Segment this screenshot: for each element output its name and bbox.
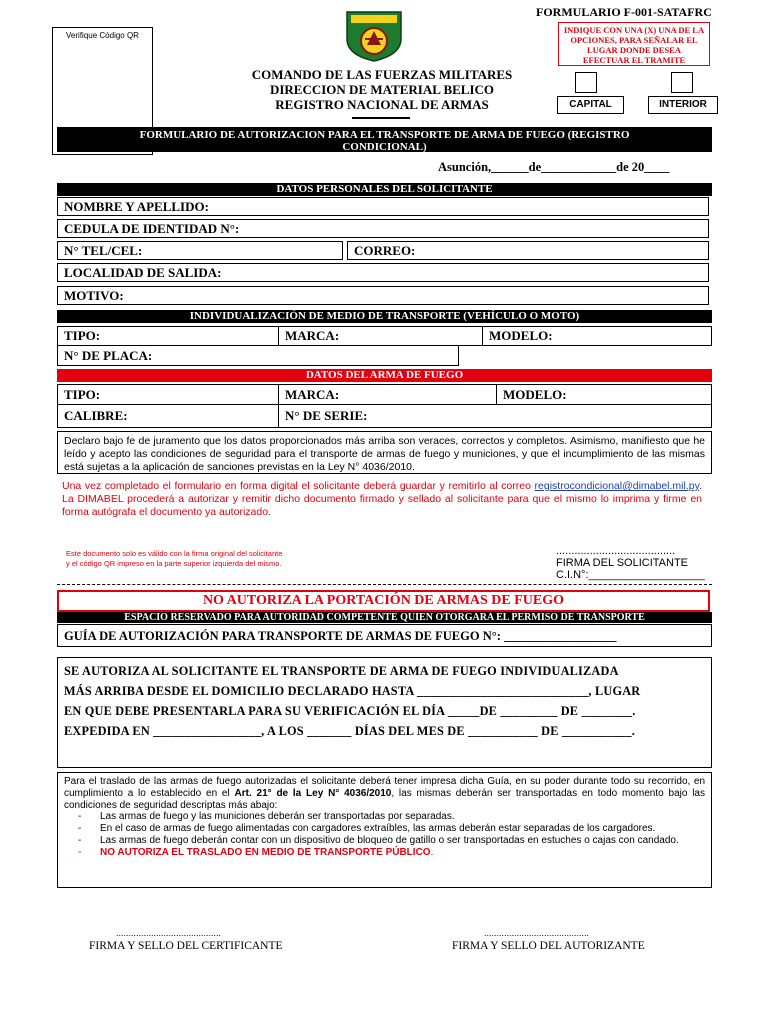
rule-item: - En el caso de armas de fuego alimentadas con cargadores extraíbles, las armas deberán estar separadas de los cargadores. [78, 823, 656, 835]
weapon-marca-field[interactable] [279, 384, 497, 405]
header-title [180, 67, 584, 112]
form-title-bar: FORMULARIO DE AUTORIZACION PARA EL TRANSPORTE DE ARMA DE FUEGO (REGISTRO CONDICIONAL) [57, 127, 712, 152]
motivo-label: MOTIVO: [64, 287, 124, 303]
instructions-part2: . La DIMABEL procederá a autorizar y remitir dicho documento firmado y sellado al solicitante para que el mismo lo imprima y firme en forma autógrafa el documento ya autorizado. [62, 480, 702, 518]
weapon-section-title: DATOS DEL ARMA DE FUEGO [57, 369, 712, 382]
calibre-label: CALIBRE: [64, 408, 128, 423]
instruction-box: INDIQUE CON UNA (X) UNA DE LA OPCIONES, PARA SEÑALAR EL LUGAR DONDE DESEA EFECTUAR EL TRAMITE [558, 22, 710, 66]
localidad-label: LOCALIDAD DE SALIDA: [64, 264, 222, 280]
cut-line [57, 584, 712, 585]
form-code: FORMULARIO F-001-SATAFRC [536, 5, 712, 19]
no-portacion-warning: NO AUTORIZA LA PORTACIÓN DE ARMAS DE FUEGO [57, 590, 710, 612]
law-reference: Art. 21° de la Ley N° 4036/2010 [234, 787, 392, 799]
vehicle-tipo-label: TIPO: [64, 328, 101, 343]
certifier-signature-label: FIRMA Y SELLO DEL CERTIFICANTE [89, 940, 283, 952]
vehicle-section-title: INDIVIDUALIZACIÓN DE MEDIO DE TRANSPORTE (VEHÍCULO O MOTO) [57, 310, 712, 323]
auth-line-1: SE AUTORIZA AL SOLICITANTE EL TRANSPORTE DE ARMA DE FUEGO INDIVIDUALIZADA [64, 664, 619, 678]
validity-line-1: Este documento solo es válido con la firma original del solicitante [66, 549, 283, 558]
title-underline [352, 117, 410, 119]
placa-field[interactable] [57, 346, 459, 366]
validity-line-2: y el código QR impreso en la parte superior izquierda del mismo. [66, 559, 282, 568]
serie-field[interactable] [279, 405, 712, 428]
applicant-cin: C.I.N°:___________________ [556, 569, 705, 581]
weapon-marca-label: MARCA: [285, 386, 340, 402]
rule-item: - Las armas de fuego deberán contar con un dispositivo de bloqueo de gatillo o ser transportadas en estuches o cajas con candado. [78, 834, 679, 846]
auth-line-4: EXPEDIDA EN _________________, A LOS _______ DÍAS DEL MES DE ___________ DE ___________. [64, 724, 636, 738]
rules-list [64, 811, 705, 858]
vehicle-marca-field[interactable] [279, 326, 483, 346]
applicant-signature-label: FIRMA DEL SOLICITANTE [556, 557, 689, 569]
tel-label: N° TEL/CEL: [64, 242, 143, 258]
interior-checkbox[interactable] [671, 72, 693, 93]
tel-field[interactable] [57, 241, 343, 260]
weapon-modelo-field[interactable] [497, 384, 712, 405]
personal-section-title: DATOS PERSONALES DEL SOLICITANTE [57, 183, 712, 196]
validity-note [66, 549, 282, 569]
dimabel-logo [343, 9, 405, 63]
vehicle-modelo-label: MODELO: [489, 328, 553, 343]
vehicle-marca-label: MARCA: [285, 328, 340, 343]
placa-label: N° DE PLACA: [64, 347, 153, 363]
interior-option-label: INTERIOR [648, 96, 718, 114]
correo-label: CORREO: [354, 242, 416, 258]
localidad-field[interactable] [57, 263, 709, 282]
applicant-signature-dots: ....................................... [556, 545, 676, 557]
calibre-field[interactable] [57, 405, 279, 428]
title-line-3: REGISTRO NACIONAL DE ARMAS [275, 97, 489, 112]
cedula-label: CEDULA DE IDENTIDAD N°: [64, 220, 240, 236]
nombre-field[interactable] [57, 197, 709, 216]
vehicle-tipo-field[interactable] [57, 326, 279, 346]
serie-label: N° DE SERIE: [285, 408, 368, 423]
cedula-field[interactable] [57, 219, 709, 238]
nombre-label: NOMBRE Y APELLIDO: [64, 198, 209, 214]
auth-line-3: EN QUE DEBE PRESENTARLA PARA SU VERIFICACIÓN EL DÍA _____DE _________ DE ________. [64, 704, 636, 718]
qr-label: Verifique Código QR [66, 31, 139, 40]
authorization-box[interactable] [57, 657, 712, 768]
applicant-signature[interactable] [556, 545, 705, 581]
weapon-tipo-field[interactable] [57, 384, 279, 405]
rule-item: - Las armas de fuego y las municiones deberán ser transportadas por separadas. [78, 811, 455, 823]
declaration-box: Declaro bajo fe de juramento que los datos proporcionados más arriba son veraces, correctos y completos. Asimismo, manifiesto que he leído y acepto las condiciones de seguridad para el transporte de armas de fuego y municiones, y que el incumplimiento de las mismas está sujetas a la aplicación de sanciones previstas en la Ley N° 4036/2010. [57, 431, 712, 474]
date-line[interactable]: Asunción,______de____________de 20____ [438, 160, 670, 174]
title-line-1: COMANDO DE LAS FUERZAS MILITARES [251, 67, 513, 82]
instructions-text [62, 480, 702, 519]
correo-field[interactable] [347, 241, 709, 260]
motivo-field[interactable] [57, 286, 709, 305]
instructions-part1: Una vez completado el formulario en forma digital el solicitante deberá guardar y remitirlo al correo [62, 480, 535, 492]
vehicle-modelo-field[interactable] [483, 326, 712, 346]
authorizer-signature-label: FIRMA Y SELLO DEL AUTORIZANTE [452, 940, 645, 952]
weapon-modelo-label: MODELO: [503, 386, 567, 402]
email-link[interactable]: registrocondicional@dimabel.mil.py [534, 480, 700, 492]
title-line-2: DIRECCION DE MATERIAL BELICO [269, 82, 495, 97]
rules-intro: Para el traslado de las armas de fuego autorizadas el solicitante deberá tener impresa dicha Guía, en su poder durante todo su recorrido, en cumplimiento a lo establecido en el Art. 21° de la Ley N° 4036/2010, las mismas deberán ser transportadas en todo momento bajo las condiciones de seguridad descriptas más abajo: [64, 776, 705, 811]
rule-item-warning: - NO AUTORIZA EL TRASLADO EN MEDIO DE TRANSPORTE PÚBLICO . [78, 846, 434, 858]
auth-line-2: MÁS ARRIBA DESDE EL DOMICILIO DECLARADO HASTA ___________________________, LUGAR [64, 684, 641, 698]
reserved-space-bar: ESPACIO RESERVADO PARA AUTORIDAD COMPETENTE QUIEN OTORGARA EL PERMISO DE TRANSPORTE [57, 612, 712, 623]
certifier-signature-dots: .......................................... [116, 928, 222, 938]
weapon-tipo-label: TIPO: [64, 386, 101, 402]
transport-rules-box [57, 772, 712, 888]
guide-number-field[interactable]: GUÍA DE AUTORIZACIÓN PARA TRANSPORTE DE ARMAS DE FUEGO N°: __________________ [57, 624, 712, 647]
capital-option-label: CAPITAL [557, 96, 624, 114]
authorizer-signature-dots: .......................................... [484, 928, 590, 938]
